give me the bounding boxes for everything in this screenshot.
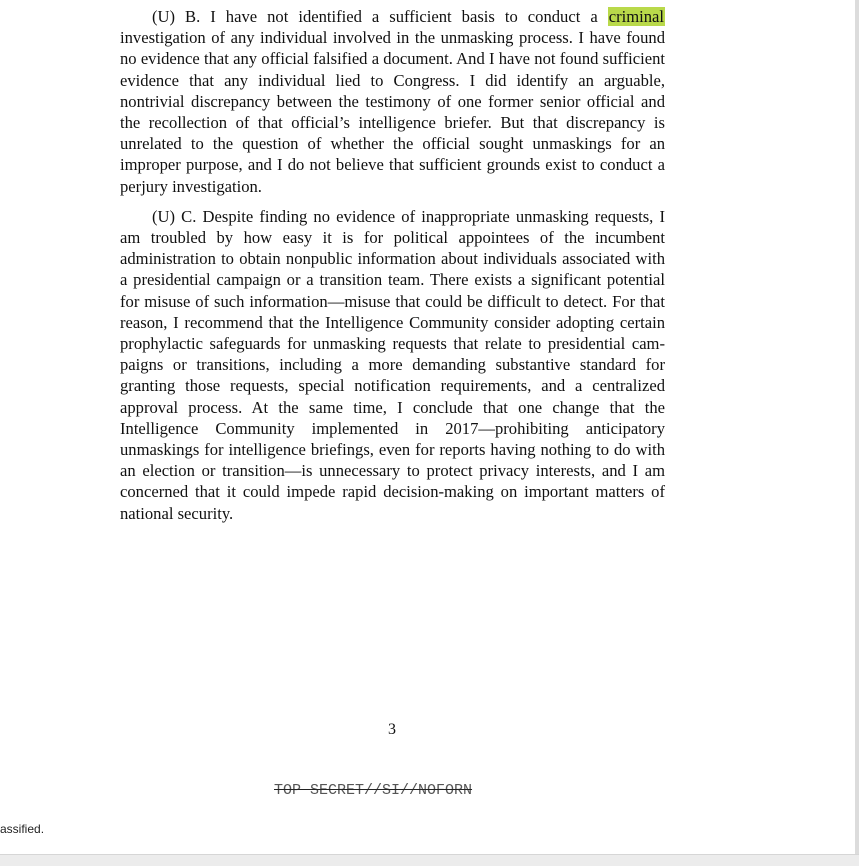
page-edge [855,0,859,855]
classification-marking: TOP SECRET//SI//NOFORN [274,782,473,799]
paragraph-c: (U) C. Despite finding no evidence of inappropriate unmasking requests, I am troubled by how easy it is for political appointees of the incumbent administration to obtain nonpublic information about individuals associated with a presidential campaign or a transition team. There exists a significant potential for misuse of such information—misuse that could be difficult to detect. For that reason, I recommend that the Intelligence Community consider adopting certain prophylactic safeguards for unmasking requests that relate to presidential campaigns or transitions, including a more demanding substantive standard for granting those requests, special notification requirements, and a centralized approval process. At the same time, I conclude that one change that the Intelligence Community implemented in 2017—prohibiting anticipatory unmaskings for intelligence briefings, even for reports having nothing to do with an election or transition—is unnecessary to protect privacy interests, and I am concerned that it could impede rapid decision-making on important matters of national security. [120,206,665,523]
paragraph-b [120,6,665,197]
viewer-bottom-bar [0,854,859,866]
side-note-text: assified. [0,822,45,836]
body-text [120,6,665,524]
page-number: 3 [388,721,396,738]
paragraph-b-rest: investigation of any individual involved in the unmasking process. I have found no evidence that any official falsified a document. And I have not found sufficient evidence that any individual lied to Congress. I did identify an arguable, nontrivial discrepancy between the testimony of one former senior official and the recollection of that official’s intelligence briefer. But that discrepancy is unrelated to the question of whether the official sought unmaskings for an improper purpose, and I do not believe that sufficient grounds exist to conduct a perjury investigation. [120,28,665,196]
paragraph-b-start: (U) B. I have not identified a sufficient basis to conduct a [152,7,608,26]
search-highlight: criminal [608,7,664,26]
